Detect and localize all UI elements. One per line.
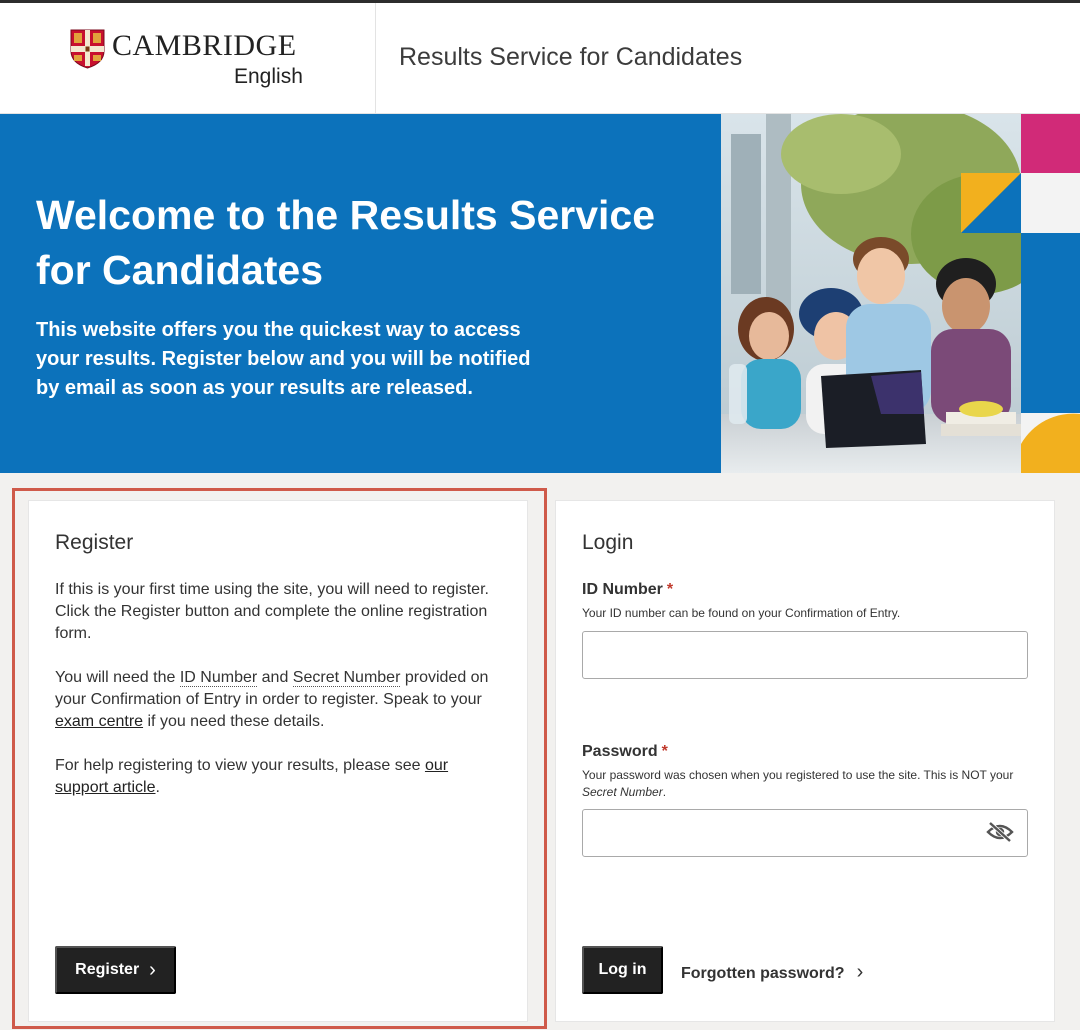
password-label-text: Password [582, 743, 658, 760]
forgotten-password-link[interactable] [681, 961, 863, 984]
register-intro-text: If this is your first time using the site, you will need to register. Click the Register button and complete the online registration form. [55, 581, 489, 642]
register-button[interactable] [55, 946, 176, 994]
login-card [555, 500, 1055, 1022]
password-label [582, 743, 668, 761]
brand-subtitle: English [234, 65, 303, 88]
required-indicator: * [661, 743, 668, 760]
id-number-label-text: ID Number [582, 581, 663, 598]
header-divider [375, 3, 376, 114]
register-button-label: Register [75, 961, 140, 978]
text-segment: You will need the [55, 669, 180, 686]
secret-number-term[interactable]: Secret Number [292, 669, 401, 686]
support-article-link[interactable]: our support article [55, 757, 449, 796]
cambridge-english-logo[interactable] [70, 27, 310, 93]
id-number-term[interactable]: ID Number [179, 669, 258, 686]
text-segment: provided on your Confirmation of Entry in order to register. Speak to your [55, 669, 489, 708]
exam-centre-link[interactable]: exam centre [55, 713, 144, 730]
hero-text: This website offers you the quickest way to access your results. Register below and you will be notified by email as soon as your results are released. [36, 319, 531, 399]
register-requirements-text [55, 667, 505, 733]
password-help [582, 767, 1032, 801]
site-header [0, 3, 1080, 114]
password-input[interactable] [582, 809, 1028, 857]
login-heading: Login [582, 531, 634, 554]
text-segment: Your password was chosen when you registered to use the site. This is NOT your [582, 768, 1014, 782]
id-number-help: Your ID number can be found on your Confirmation of Entry. [582, 606, 901, 620]
register-help-text [55, 755, 505, 799]
register-card [28, 500, 528, 1022]
hero-title: Welcome to the Results Service for Candidates [36, 192, 656, 293]
id-number-label [582, 581, 673, 599]
eye-off-icon[interactable] [986, 821, 1014, 843]
cambridge-shield-icon [70, 29, 105, 69]
register-heading: Register [55, 531, 134, 554]
forgotten-password-text: Forgotten password? [681, 965, 845, 982]
hero-banner [0, 114, 1080, 473]
text-segment: For help registering to view your results, please see [55, 757, 425, 774]
chevron-right-icon: › [856, 961, 864, 983]
required-indicator: * [666, 581, 674, 598]
hero-photo-students [721, 114, 1080, 473]
secret-number-emphasis: Secret Number [582, 785, 663, 799]
text-segment: if you need these details. [143, 713, 325, 730]
brand-name: CAMBRIDGE [112, 29, 297, 62]
id-number-input[interactable] [582, 631, 1028, 679]
text-segment: . [155, 779, 160, 796]
site-title: Results Service for Candidates [399, 43, 743, 71]
text-segment: and [257, 669, 293, 686]
login-button[interactable]: Log in [582, 946, 663, 994]
chevron-right-icon: › [149, 958, 156, 981]
text-segment: . [662, 785, 667, 799]
